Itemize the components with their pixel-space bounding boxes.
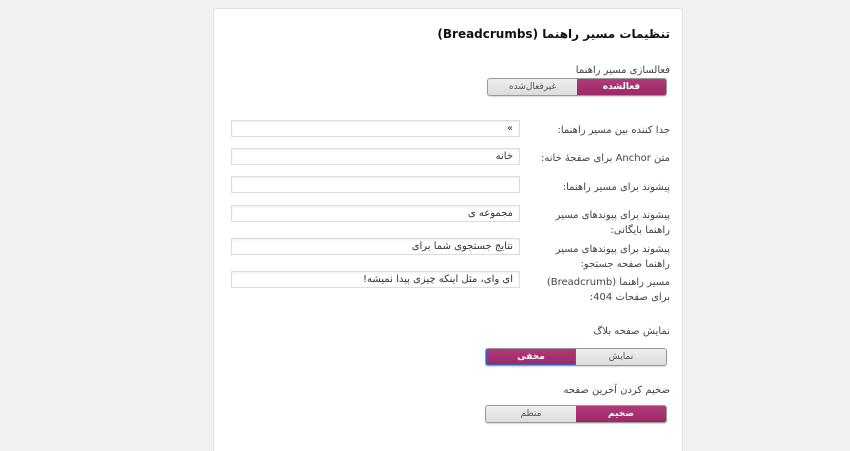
- 404-breadcrumb-input[interactable]: [231, 271, 520, 288]
- disabled-option[interactable]: غیرفعال‌شده: [488, 79, 577, 95]
- enabled-option[interactable]: فعالشده: [577, 79, 666, 95]
- enable-breadcrumbs-toggle[interactable]: [487, 78, 667, 96]
- bold-last-page-toggle[interactable]: [485, 405, 667, 423]
- separator-input[interactable]: [231, 120, 520, 137]
- archive-prefix-input[interactable]: [231, 205, 520, 222]
- settings-panel: [213, 8, 683, 451]
- blog-page-label: نمایش صفحه بلاگ: [593, 326, 670, 337]
- home-anchor-input[interactable]: [231, 148, 520, 165]
- separator-label: جدا کننده بین مسیر راهنما:: [557, 125, 670, 136]
- archive-prefix-label: پیشوند برای پیوندهای مسیر راهنما بایگانی:: [555, 210, 670, 236]
- breadcrumb-prefix-label: پیشوند برای مسیر راهنما:: [562, 182, 670, 193]
- blog-page-toggle[interactable]: [485, 348, 667, 366]
- hide-option[interactable]: مخفی: [486, 349, 576, 365]
- search-prefix-label: پیشوند برای پیوندهای مسیر راهنما صفحه جستجو:: [555, 244, 670, 270]
- search-prefix-input[interactable]: [231, 238, 520, 255]
- 404-breadcrumb-label: مسیر راهنما (Breadcrumb) برای صفحات 404:: [546, 277, 670, 303]
- home-anchor-label: متن Anchor برای صفحهٔ خانه:: [541, 153, 670, 164]
- breadcrumb-prefix-input[interactable]: [231, 176, 520, 193]
- enable-breadcrumbs-label: فعالسازی مسیر راهنما: [575, 65, 670, 76]
- bold-option[interactable]: ضخیم: [576, 406, 666, 422]
- regular-option[interactable]: منظم: [486, 406, 576, 422]
- section-title: تنظیمات مسیر راهنما (Breadcrumbs): [437, 27, 670, 41]
- bold-last-page-label: ضخیم کردن آخرین صفحه: [563, 385, 670, 396]
- show-option[interactable]: نمایش: [576, 349, 666, 365]
